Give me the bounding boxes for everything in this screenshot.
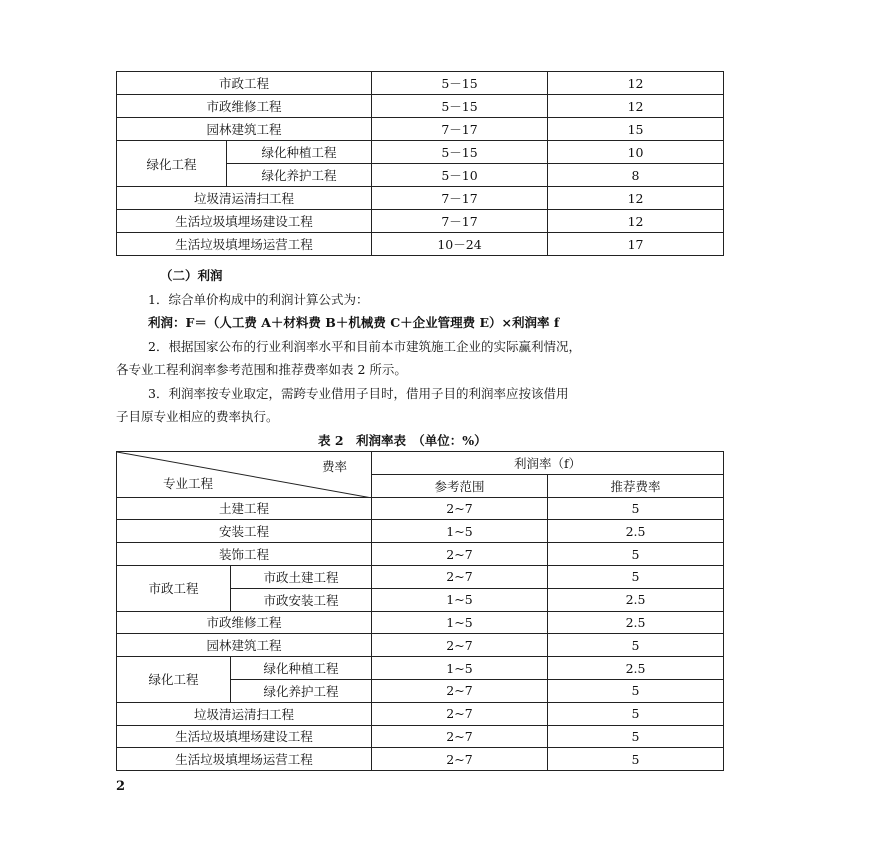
cell-range: 2~7: [372, 543, 548, 566]
header-fee: 费率: [321, 459, 347, 474]
cell-range: 7－17: [372, 118, 548, 141]
cell-range: 5－15: [372, 95, 548, 118]
cell-rec: 12: [548, 187, 724, 210]
cell-rec: 5: [548, 679, 724, 702]
cell-range: 2~7: [372, 702, 548, 725]
table-row: [117, 233, 724, 256]
cell-name: 土建工程: [117, 497, 372, 520]
table-row: [117, 497, 724, 520]
table-row: [117, 611, 724, 634]
cell-rec: 5: [548, 543, 724, 566]
cell-name: 市政维修工程: [117, 611, 372, 634]
cell-name: 垃圾清运清扫工程: [117, 187, 372, 210]
cell-range: 2~7: [372, 497, 548, 520]
cell-name: 生活垃圾填埋场运营工程: [117, 748, 372, 771]
cell-range: 1~5: [372, 520, 548, 543]
cell-rec: 5: [548, 634, 724, 657]
cell-group: 市政工程: [117, 565, 231, 611]
table-row: [117, 565, 724, 588]
cell-name: 安装工程: [117, 520, 372, 543]
cell-rec: 10: [548, 141, 724, 164]
cell-name: 装饰工程: [117, 543, 372, 566]
profit-formula: 利润：F＝（人工费 A＋材料费 B＋机械费 C＋企业管理费 E）×利润率 f: [148, 315, 560, 330]
cell-group: 绿化工程: [117, 657, 231, 703]
cell-range: 1~5: [372, 657, 548, 680]
cell-range: 7－17: [372, 210, 548, 233]
cell-range: 2~7: [372, 634, 548, 657]
table-row: [117, 748, 724, 771]
paragraph-2-line-1: 2．根据国家公布的行业利润率水平和目前本市建筑施工企业的实际赢利情况，: [148, 339, 581, 354]
cell-rec: 8: [548, 164, 724, 187]
cell-name: 绿化种植工程: [227, 141, 372, 164]
cell-rec: 17: [548, 233, 724, 256]
cell-range: 10－24: [372, 233, 548, 256]
table-row: [117, 657, 724, 680]
cell-range: 2~7: [372, 725, 548, 748]
cell-rec: 5: [548, 725, 724, 748]
cell-range: 1~5: [372, 611, 548, 634]
cell-rec: 12: [548, 95, 724, 118]
table-row: [117, 725, 724, 748]
cell-rec: 12: [548, 72, 724, 95]
cell-rec: 5: [548, 497, 724, 520]
cell-rec: 2.5: [548, 520, 724, 543]
cell-range: 5－15: [372, 72, 548, 95]
cell-name: 市政安装工程: [231, 588, 372, 611]
cell-range: 2~7: [372, 748, 548, 771]
cell-name: 绿化养护工程: [231, 679, 372, 702]
cell-name: 市政土建工程: [231, 565, 372, 588]
cell-name: 市政维修工程: [117, 95, 372, 118]
table-row: [117, 520, 724, 543]
table-row: [117, 187, 724, 210]
cell-rec: 2.5: [548, 588, 724, 611]
cell-rec: 5: [548, 702, 724, 725]
cell-name: 园林建筑工程: [117, 118, 372, 141]
profit-rate-table: [116, 451, 724, 771]
paragraph-3-line-2: 子目原专业相应的费率执行。: [116, 409, 279, 424]
table-row: [117, 702, 724, 725]
cell-range: 2~7: [372, 565, 548, 588]
header-major: 专业工程: [163, 475, 214, 491]
paragraph-2-line-2: 各专业工程利润率参考范围和推荐费率如表 2 所示。: [116, 362, 407, 377]
cell-name: 园林建筑工程: [117, 634, 372, 657]
table-row: [117, 634, 724, 657]
table-row: [117, 95, 724, 118]
cell-name: 生活垃圾填埋场建设工程: [117, 210, 372, 233]
table-2-caption: 表 2 利润率表 （单位：%）: [318, 433, 487, 448]
header-range: 参考范围: [372, 474, 548, 497]
section-heading: （二）利润: [160, 268, 223, 283]
header-profit: 利润率（f）: [372, 452, 724, 475]
cell-rec: 5: [548, 748, 724, 771]
cell-rec: 2.5: [548, 657, 724, 680]
cell-rec: 15: [548, 118, 724, 141]
cell-range: 5－15: [372, 141, 548, 164]
diagonal-header-cell: [117, 452, 372, 498]
table-row: [117, 72, 724, 95]
table-row: [117, 543, 724, 566]
paragraph-1: 1．综合单价构成中的利润计算公式为：: [148, 292, 369, 307]
cell-name: 生活垃圾填埋场建设工程: [117, 725, 372, 748]
table-row: [117, 141, 724, 164]
page-number: 2: [116, 779, 126, 794]
table-row: [117, 210, 724, 233]
cell-name: 绿化养护工程: [227, 164, 372, 187]
cell-range: 2~7: [372, 679, 548, 702]
paragraph-3-line-1: 3．利润率按专业取定，需跨专业借用子目时，借用子目的利润率应按该借用: [148, 386, 569, 401]
table-row: [117, 118, 724, 141]
cell-group: 绿化工程: [117, 141, 227, 187]
cell-name: 绿化种植工程: [231, 657, 372, 680]
cell-rec: 12: [548, 210, 724, 233]
cell-name: 市政工程: [117, 72, 372, 95]
cell-range: 1~5: [372, 588, 548, 611]
cell-name: 生活垃圾填埋场运营工程: [117, 233, 372, 256]
cell-range: 7－17: [372, 187, 548, 210]
cell-rec: 2.5: [548, 611, 724, 634]
cell-name: 垃圾清运清扫工程: [117, 702, 372, 725]
header-rec: 推荐费率: [548, 474, 724, 497]
table-header-row: [117, 452, 724, 475]
cell-range: 5－10: [372, 164, 548, 187]
rate-table-continued: [116, 71, 724, 256]
cell-rec: 5: [548, 565, 724, 588]
